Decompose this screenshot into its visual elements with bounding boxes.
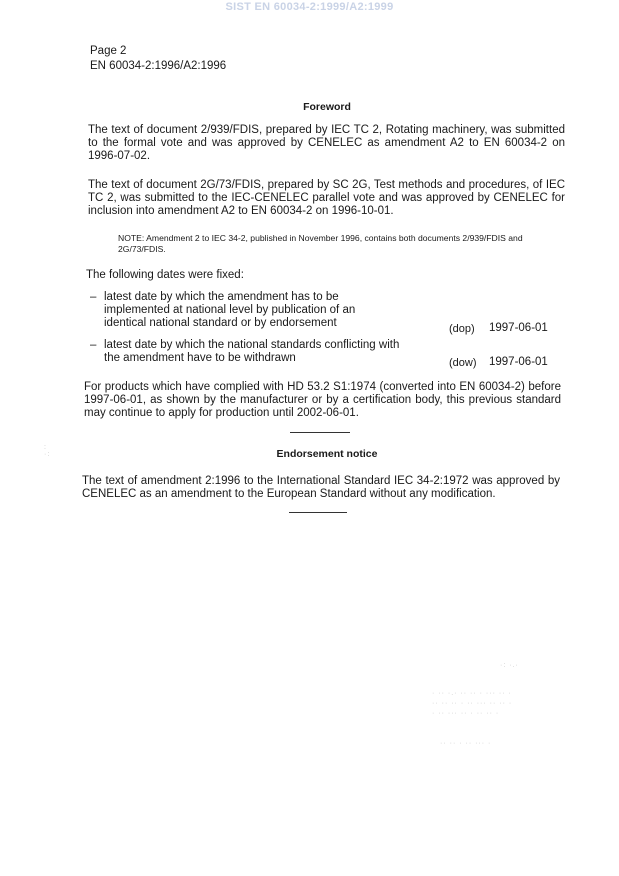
foreword-note: NOTE: Amendment 2 to IEC 34-2, published in November 1996, contains both documents 2/939/FDIS and 2G/73/FDIS. [118,233,523,254]
foreword-paragraph-1: The text of document 2/939/FDIS, prepared by IEC TC 2, Rotating machinery, was submitted to the formal vote and was approved by CENELEC as amendment A2 to EN 60034-2 on 1996-07-02. [88,124,565,162]
scan-artifact: : ·: [44,444,51,458]
section-divider [290,432,350,433]
foreword-heading: Foreword [303,101,351,113]
watermark: SIST EN 60034-2:1999/A2:1999 [225,1,394,13]
scan-artifact: · ·· ··· ·· · ·· ·· · [432,710,500,717]
page-label: Page 2 [90,45,127,57]
scan-artifact: · ·· ·.· ·· ·· · ··· ·· · [432,690,512,697]
date-item-dash: – [90,339,97,351]
date-item-date: 1997-06-01 [489,322,548,334]
endorsement-heading: Endorsement notice [276,448,378,460]
scan-artifact: ·: ·.· [500,662,519,669]
endorsement-text: The text of amendment 2:1996 to the International Standard IEC 34-2:1972 was approved by CENELEC as an amendment to the European Standard without any modification. [82,475,560,500]
date-item-dash: – [90,291,97,303]
foreword-paragraph-3: For products which have complied with HD 53.2 S1:1974 (converted into EN 60034-2) before 1997-06-01, as shown by the manufacturer or by a certification body, this previous standard may continue to apply for production until 2002-06-01. [84,381,561,419]
date-item-date: 1997-06-01 [489,356,548,368]
date-item-text: latest date by which the amendment has to be implemented at national level by publication of an identical national standard or by endorsement [104,291,356,329]
date-item-code: (dop) [449,323,475,335]
end-divider [289,512,347,513]
dates-intro: The following dates were fixed: [86,269,244,281]
date-item-text: latest date by which the national standards conflicting with the amendment have to be withdrawn [104,339,400,364]
scan-artifact: ·· ·· · ·· ··· · [440,740,492,747]
foreword-paragraph-2: The text of document 2G/73/FDIS, prepared by SC 2G, Test methods and procedures, of IEC TC 2, was submitted to the IEC-CENELEC parallel vote and was approved by CENELEC for inclusion into amendment A2 to EN 60034-2 on 1996-10-01. [88,179,565,217]
scan-artifact: ·· ·· ·· · ·· ··· ·· ·· · [432,700,513,707]
document-id: EN 60034-2:1996/A2:1996 [90,60,227,72]
page-header [90,44,226,74]
date-item-code: (dow) [449,357,477,369]
